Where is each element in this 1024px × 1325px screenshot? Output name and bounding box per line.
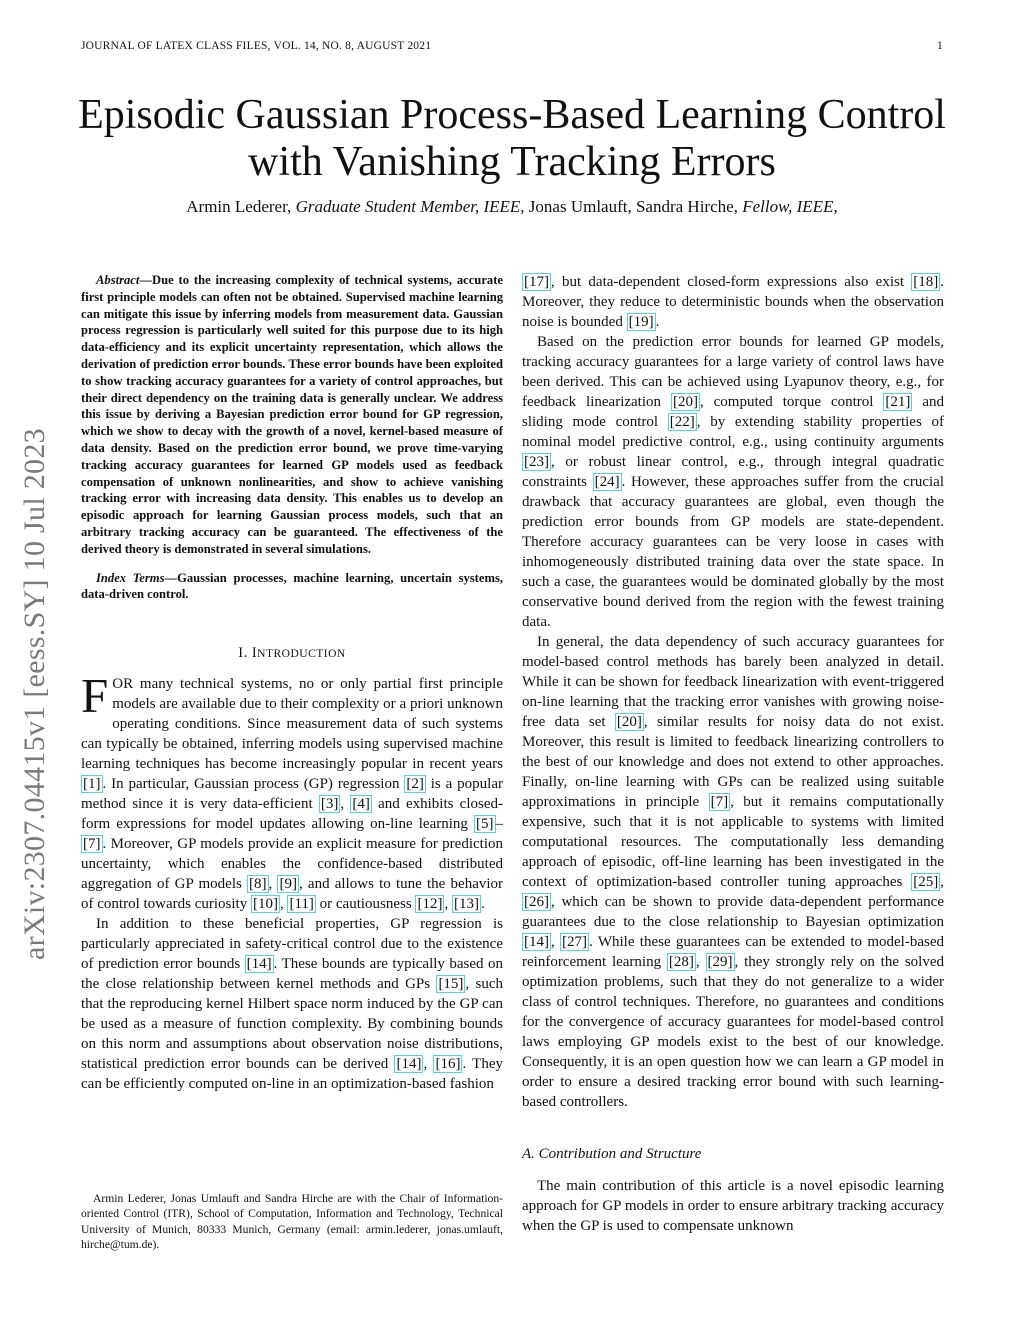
drop-cap: F [81, 668, 109, 724]
abstract [81, 272, 503, 558]
citation-link[interactable]: [4] [352, 796, 370, 813]
citation-link[interactable]: [17] [524, 274, 549, 290]
citation-link[interactable]: [3] [320, 796, 339, 813]
citation-link[interactable]: [21] [885, 394, 911, 410]
citation-link[interactable]: [15] [438, 976, 464, 993]
citation-link[interactable]: [14] [396, 1056, 422, 1073]
abstract-label: Abstract [96, 273, 140, 287]
citation-link[interactable]: [28] [668, 954, 694, 970]
index-terms [81, 570, 503, 604]
citation-link[interactable]: [16] [435, 1056, 461, 1073]
citation-link[interactable]: [1] [83, 776, 101, 793]
left-column [81, 272, 503, 1094]
arxiv-identifier[interactable]: arXiv:2307.04415v1 [eess.SY] 10 Jul 2023 [18, 428, 51, 960]
citation-link[interactable]: [18] [913, 274, 939, 290]
citation-link[interactable]: [19] [628, 314, 654, 330]
index-terms-label: Index Terms [96, 570, 165, 585]
citation-link[interactable]: [2] [406, 776, 424, 793]
citation-link[interactable]: [22] [669, 414, 695, 430]
author-name: Armin Lederer, [186, 197, 292, 216]
citation-link[interactable]: [8] [249, 876, 267, 893]
citation-link[interactable]: [14] [524, 934, 549, 950]
citation-link[interactable]: [13] [453, 896, 479, 913]
citation-link[interactable]: [23] [524, 454, 549, 470]
intro-paragraph: In addition to these beneficial properties, GP regression is particularly appreciated in safety-critical control due to the existence of prediction error bounds [14] . These bounds are typically based on the close relationship between kernel methods and GPs [15] , such that the reproducing kernel Hilbert space norm induced by the GP can be used as a measure of function complexity. By combining bounds on this norm and assumptions about observation noise distributions, statistical prediction error bounds can be derived [14] , [16] . They can be efficiently computed on-line in an optimization-based fashion [81, 916, 503, 1093]
citation-link[interactable]: [12] [417, 896, 443, 913]
citation-link[interactable]: [26] [524, 894, 549, 910]
intro-paragraph: FOR many technical systems, no or only partial first principle models are available due to their complexity or a priori unknown operating conditions. Since measurement data of such systems can typically be obtained, inferring models using supervised machine learning techniques has become increasingly popular in recent years [1] . In particular, Gaussian process (GP) regression [2] is a popular method since it is very data-efficient [3] , [4] and exhibits closed-form expressions for model updates allowing on-line learning [5] –[7] . Moreover, GP models provide an explicit measure for prediction uncertainty, which enables the confidence-based distributed aggregation of GP models [8] , [9] , and allows to tune the behavior of control towards curiosity [10] , [11] or cautiousness [12] , [13] . [81, 668, 504, 913]
subsection-heading: A. Contribution and Structure [522, 1146, 702, 1162]
citation-link[interactable]: [7] [710, 794, 729, 810]
citation-link[interactable]: [11] [289, 896, 314, 913]
section-heading: I. INTRODUCTION [238, 645, 346, 662]
body-paragraph: [17] , but data-dependent closed-form expressions also exist [18] . Moreover, they reduce to deterministic bounds when the observation noise is bounded [19] . [522, 274, 944, 330]
author-list [60, 197, 964, 217]
author-affiliation: Fellow, IEEE, [742, 197, 838, 216]
citation-link[interactable]: [9] [279, 876, 297, 893]
abstract-text: —Due to the increasing complexity of technical systems, accurate first principle models can often not be obtained. Supervised machine learning can mitigate this issue by inferring models from measurement data. Gaussian process regression is particularly well suited for this purpose due to its high data-efficiency and its explicit uncertainty representation, which allows the derivation of prediction error bounds. These error bounds have been exploited to show tracking accuracy guarantees for a variety of control approaches, but their direct dependency on the training data is generally unclear. We address this issue by deriving a Bayesian prediction error bound for GP regression, which we show to decay with the growth of a novel, kernel-based measure of data density. Based on the prediction error bound, we prove time-varying tracking accuracy guarantees for learned GP models used as feedback compensation of unknown nonlinearities, and show to achieve vanishing tracking error with increasing data density. This enables us to develop an episodic approach for learning Gaussian process models, such that an arbitrary tracking accuracy can be guaranteed. The effectiveness of the derived theory is demonstrated in several simulations. [81, 273, 503, 556]
index-terms-text: —Gaussian processes, machine learning, uncertain systems, data-driven control. [81, 570, 503, 602]
body-paragraph: Based on the prediction error bounds for learned GP models, tracking accuracy guarantees for a large variety of control laws have been derived. This can be achieved using Lyapunov theory, e.g., for feedback linearization [20] , computed torque control [21] and sliding mode control [22] , by extending stability properties of nominal model predictive control, e.g., using continuity arguments [23] , or robust linear control, e.g., through integral quadratic constraints [24] . However, these approaches suffer from the crucial drawback that accuracy guarantees are global, even though the prediction error bounds from GP models are state-dependent. Therefore accuracy guarantees can be very loose in cases with inhomogeneously distributed training data over the state space. In such a case, the guarantees would be dominated globally by the most conservative bound derived from the region with the fewest training data. [522, 334, 944, 630]
citation-link[interactable]: [14] [246, 956, 272, 973]
author-footnote: Armin Lederer, Jonas Umlauft and Sandra Hirche are with the Chair of Information-oriented Control (ITR), School of Computation, Information and Technology, Technical University of Munich, 80333 Munich, Germany (email: armin.lederer, jonas.umlauft, hirche@tum.de). [81, 1192, 503, 1252]
author-affiliation: Graduate Student Member, IEEE, [295, 197, 525, 216]
citation-link[interactable]: [20] [616, 714, 642, 730]
paper-title: Episodic Gaussian Process-Based Learning Control with Vanishing Tracking Errors [78, 92, 946, 185]
author-name: Jonas Umlauft, Sandra Hirche, [528, 197, 738, 216]
running-header [81, 40, 943, 60]
right-column [522, 272, 944, 1236]
body-paragraph: In general, the data dependency of such accuracy guarantees for model-based control methods has barely been analyzed in detail. While it can be shown for feedback linearization with event-triggered on-line learning that the tracking error vanishes with growing noise-free data set [20] , similar results for noisy data do not exist. Moreover, this result is limited to feedback linearizing controllers to the best of our knowledge and does not extend to other approaches. Finally, on-line learning with GPs can be realized using suitable approximations in principle [7] , but it remains computationally expensive, such that it is not applicable to systems with limited computational resources. The computationally less demanding approach of episodic, off-line learning has been investigated in the context of optimization-based controller tuning approaches [25] , [26] , which can be shown to provide data-dependent performance guarantees due to the close relationship to Bayesian optimization [14] , [27] . While these guarantees can be extended to model-based reinforcement learning [28] , [29] , they strongly rely on the solved optimization problems, such that they do not generalize to a wider class of control techniques. Therefore, no guarantees and conditions for the convergence of accuracy guarantees for model-based control laws employing GP models exist to the best of our knowledge. Consequently, it is an open question how we can learn a GP model in order to ensure a desired tracking error bound with such learning-based controllers. [522, 634, 944, 1110]
page-number: 1 [937, 40, 943, 52]
citation-link[interactable]: [10] [252, 896, 278, 913]
citation-link[interactable]: [29] [707, 954, 733, 970]
citation-link[interactable]: [27] [562, 934, 588, 950]
citation-link[interactable]: [5] [476, 816, 494, 833]
journal-name: JOURNAL OF LATEX CLASS FILES, VOL. 14, NO. 8, AUGUST 2021 [81, 40, 432, 52]
body-paragraph: The main contribution of this article is a novel episodic learning approach for GP models in order to ensure arbitrary tracking accuracy when the GP is used to compensate unknown [522, 1178, 944, 1234]
citation-link[interactable]: [20] [672, 394, 698, 410]
citation-link[interactable]: [24] [594, 474, 620, 490]
citation-link[interactable]: [7] [83, 836, 101, 853]
citation-link[interactable]: [25] [913, 874, 939, 890]
